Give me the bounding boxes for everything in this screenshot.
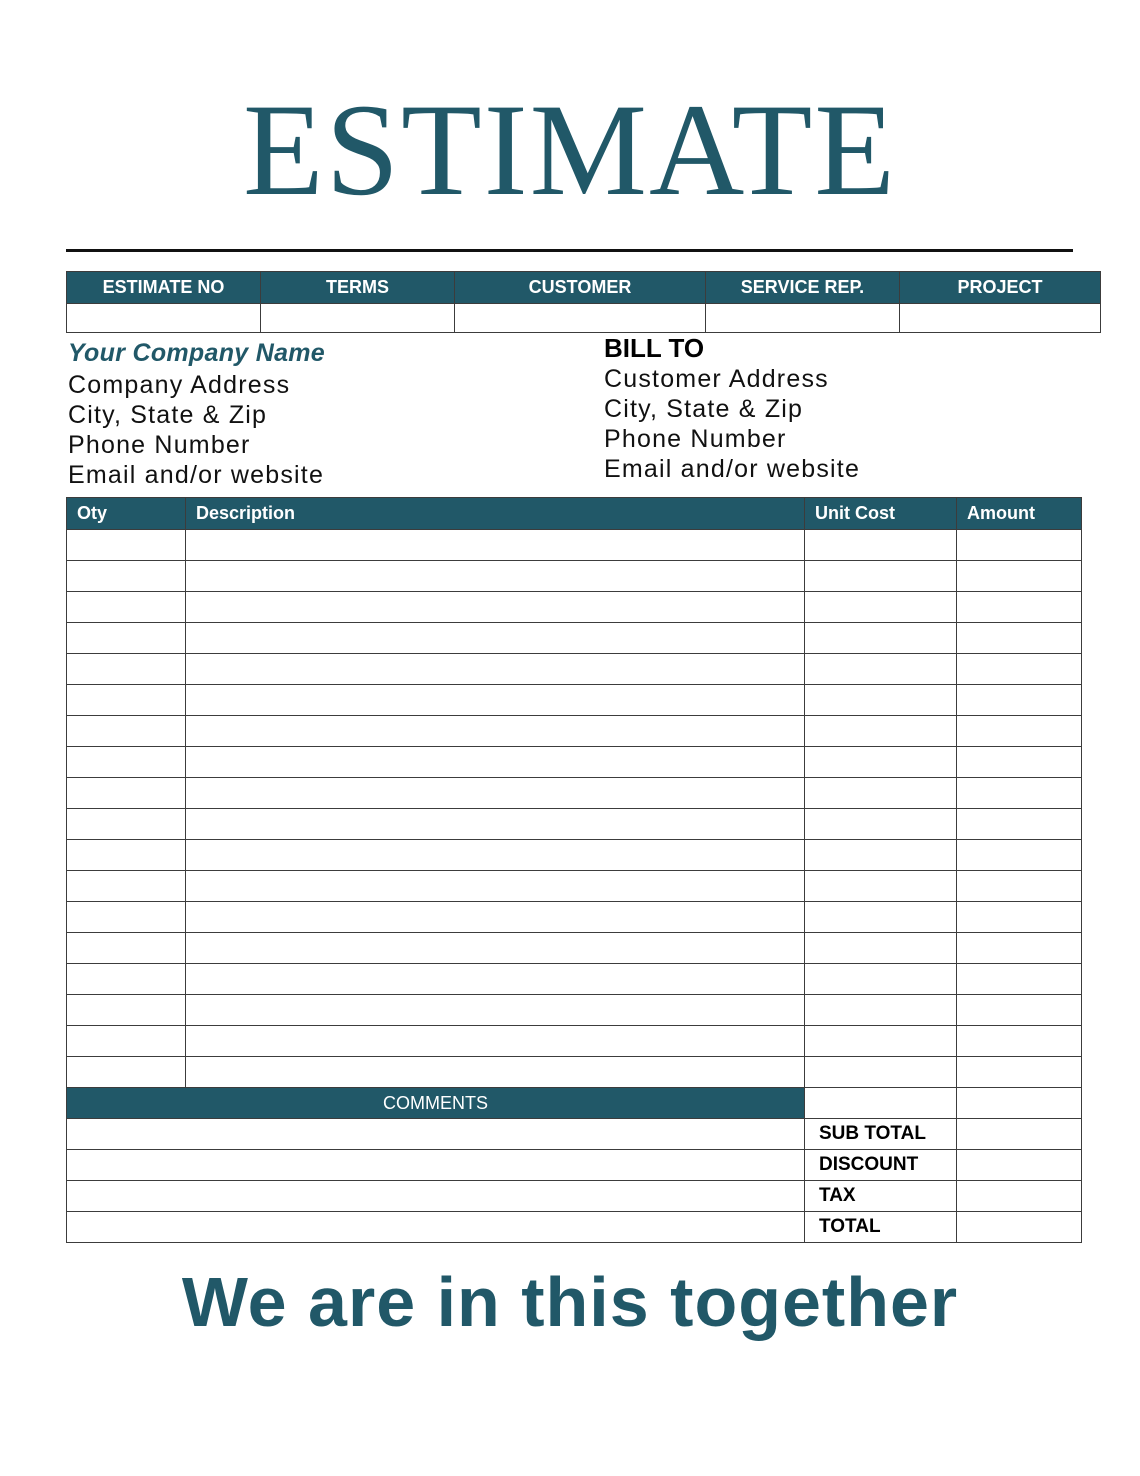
amount-cell[interactable] xyxy=(957,623,1082,654)
table-row xyxy=(67,778,1082,809)
terms-header: TERMS xyxy=(261,272,455,304)
comments-line[interactable] xyxy=(67,1181,805,1212)
qty-cell[interactable] xyxy=(67,716,186,747)
slogan: We are in this together xyxy=(181,1263,959,1341)
unit-cost-cell[interactable] xyxy=(805,1026,957,1057)
qty-cell[interactable] xyxy=(67,995,186,1026)
description-cell[interactable] xyxy=(186,840,805,871)
description-cell[interactable] xyxy=(186,778,805,809)
amount-cell[interactable] xyxy=(957,964,1082,995)
unit-cost-cell[interactable] xyxy=(805,809,957,840)
table-row xyxy=(67,530,1082,561)
amount-cell[interactable] xyxy=(957,716,1082,747)
customer-city-state-zip: City, State & Zip xyxy=(604,395,804,423)
description-cell[interactable] xyxy=(186,685,805,716)
table-row xyxy=(67,995,1082,1026)
qty-cell[interactable] xyxy=(67,809,186,840)
description-cell[interactable] xyxy=(186,995,805,1026)
discount-row xyxy=(67,1150,1082,1181)
qty-cell[interactable] xyxy=(67,1026,186,1057)
customer-field[interactable] xyxy=(455,304,706,333)
title-divider xyxy=(66,249,1073,252)
qty-cell[interactable] xyxy=(67,840,186,871)
total-label: TOTAL xyxy=(805,1212,957,1243)
amount-cell[interactable] xyxy=(957,778,1082,809)
tax-row xyxy=(67,1181,1082,1212)
total-value[interactable] xyxy=(957,1212,1082,1243)
table-row xyxy=(67,716,1082,747)
amount-cell[interactable] xyxy=(957,1057,1082,1088)
amount-cell[interactable] xyxy=(957,685,1082,716)
discount-label: DISCOUNT xyxy=(805,1150,957,1181)
description-cell[interactable] xyxy=(186,964,805,995)
table-row xyxy=(67,964,1082,995)
unit-cost-cell[interactable] xyxy=(805,1057,957,1088)
qty-cell[interactable] xyxy=(67,1057,186,1088)
description-cell[interactable] xyxy=(186,561,805,592)
unit-cost-cell[interactable] xyxy=(805,840,957,871)
description-cell[interactable] xyxy=(186,809,805,840)
company-email: Email and/or website xyxy=(68,461,325,489)
amount-cell[interactable] xyxy=(957,933,1082,964)
comments-header: COMMENTS xyxy=(67,1088,805,1119)
unit-cost-cell[interactable] xyxy=(805,685,957,716)
description-cell[interactable] xyxy=(186,933,805,964)
table-row xyxy=(67,840,1082,871)
amount-cell[interactable] xyxy=(957,995,1082,1026)
qty-cell[interactable] xyxy=(67,685,186,716)
description-cell[interactable] xyxy=(186,623,805,654)
tax-value[interactable] xyxy=(957,1181,1082,1212)
amount-cell[interactable] xyxy=(957,840,1082,871)
description-cell[interactable] xyxy=(186,902,805,933)
line-items-table xyxy=(66,497,1082,1243)
sub-total-row xyxy=(67,1119,1082,1150)
qty-cell[interactable] xyxy=(67,964,186,995)
unit-cost-cell[interactable] xyxy=(805,995,957,1026)
description-header: Description xyxy=(186,498,805,530)
project-field[interactable] xyxy=(900,304,1101,333)
service-rep-field[interactable] xyxy=(706,304,900,333)
unit-cost-cell[interactable] xyxy=(805,716,957,747)
table-row xyxy=(67,1057,1082,1088)
qty-cell[interactable] xyxy=(67,561,186,592)
table-row xyxy=(67,623,1082,654)
unit-cost-cell[interactable] xyxy=(805,530,957,561)
amount-cell[interactable] xyxy=(957,592,1082,623)
tax-label: TAX xyxy=(805,1181,957,1212)
qty-cell[interactable] xyxy=(67,747,186,778)
total-row xyxy=(67,1212,1082,1243)
table-row xyxy=(67,685,1082,716)
description-cell[interactable] xyxy=(186,1026,805,1057)
qty-cell[interactable] xyxy=(67,623,186,654)
table-row xyxy=(67,902,1082,933)
comments-line[interactable] xyxy=(67,1119,805,1150)
customer-phone: Phone Number xyxy=(604,425,787,453)
qty-cell[interactable] xyxy=(67,654,186,685)
company-address: Company Address xyxy=(68,371,291,399)
description-cell[interactable] xyxy=(186,1057,805,1088)
company-block xyxy=(68,336,325,490)
unit-cost-cell[interactable] xyxy=(805,747,957,778)
description-cell[interactable] xyxy=(186,530,805,561)
sub-total-label: SUB TOTAL xyxy=(805,1119,957,1150)
qty-cell[interactable] xyxy=(67,592,186,623)
unit-cost-cell[interactable] xyxy=(805,871,957,902)
amount-cell[interactable] xyxy=(957,747,1082,778)
company-phone: Phone Number xyxy=(68,431,251,459)
comments-line[interactable] xyxy=(67,1150,805,1181)
table-row xyxy=(67,654,1082,685)
description-cell[interactable] xyxy=(186,654,805,685)
unit-cost-cell[interactable] xyxy=(805,964,957,995)
unit-cost-header: Unit Cost xyxy=(805,498,957,530)
qty-cell[interactable] xyxy=(67,902,186,933)
unit-cost-cell[interactable] xyxy=(805,902,957,933)
unit-cost-cell[interactable] xyxy=(805,592,957,623)
description-cell[interactable] xyxy=(186,871,805,902)
comments-row xyxy=(67,1088,1082,1119)
qty-cell[interactable] xyxy=(67,530,186,561)
description-cell[interactable] xyxy=(186,592,805,623)
bill-to-title: BILL TO xyxy=(604,333,705,363)
qty-cell[interactable] xyxy=(67,778,186,809)
terms-field[interactable] xyxy=(261,304,455,333)
description-cell[interactable] xyxy=(186,716,805,747)
amount-cell[interactable] xyxy=(957,561,1082,592)
qty-cell[interactable] xyxy=(67,871,186,902)
blank-value-cell[interactable] xyxy=(957,1088,1082,1119)
blank-label-cell xyxy=(805,1088,957,1119)
table-row xyxy=(67,747,1082,778)
amount-header: Amount xyxy=(957,498,1082,530)
estimate-no-header: ESTIMATE NO xyxy=(67,272,261,304)
table-row xyxy=(67,1026,1082,1057)
unit-cost-cell[interactable] xyxy=(805,933,957,964)
company-city-state-zip: City, State & Zip xyxy=(68,401,268,429)
description-cell[interactable] xyxy=(186,747,805,778)
table-row xyxy=(67,592,1082,623)
amount-cell[interactable] xyxy=(957,1026,1082,1057)
document-title: ESTIMATE xyxy=(243,76,897,223)
amount-cell[interactable] xyxy=(957,530,1082,561)
amount-cell[interactable] xyxy=(957,902,1082,933)
customer-address: Customer Address xyxy=(604,365,829,393)
unit-cost-cell[interactable] xyxy=(805,778,957,809)
table-row xyxy=(67,871,1082,902)
comments-line[interactable] xyxy=(67,1212,805,1243)
customer-email: Email and/or website xyxy=(604,455,861,483)
table-row xyxy=(67,809,1082,840)
service-rep-header: SERVICE REP. xyxy=(706,272,900,304)
unit-cost-cell[interactable] xyxy=(805,623,957,654)
amount-cell[interactable] xyxy=(957,654,1082,685)
sub-total-value[interactable] xyxy=(957,1119,1082,1150)
amount-cell[interactable] xyxy=(957,809,1082,840)
table-row xyxy=(67,561,1082,592)
estimate-no-field[interactable] xyxy=(67,304,261,333)
amount-cell[interactable] xyxy=(957,871,1082,902)
estimate-info-table xyxy=(66,271,1101,333)
bill-to-block xyxy=(604,332,860,484)
discount-value[interactable] xyxy=(957,1150,1082,1181)
table-row xyxy=(67,933,1082,964)
unit-cost-cell[interactable] xyxy=(805,561,957,592)
qty-cell[interactable] xyxy=(67,933,186,964)
unit-cost-cell[interactable] xyxy=(805,654,957,685)
project-header: PROJECT xyxy=(900,272,1101,304)
company-name: Your Company Name xyxy=(68,339,326,367)
qty-header: Oty xyxy=(67,498,186,530)
customer-header: CUSTOMER xyxy=(455,272,706,304)
